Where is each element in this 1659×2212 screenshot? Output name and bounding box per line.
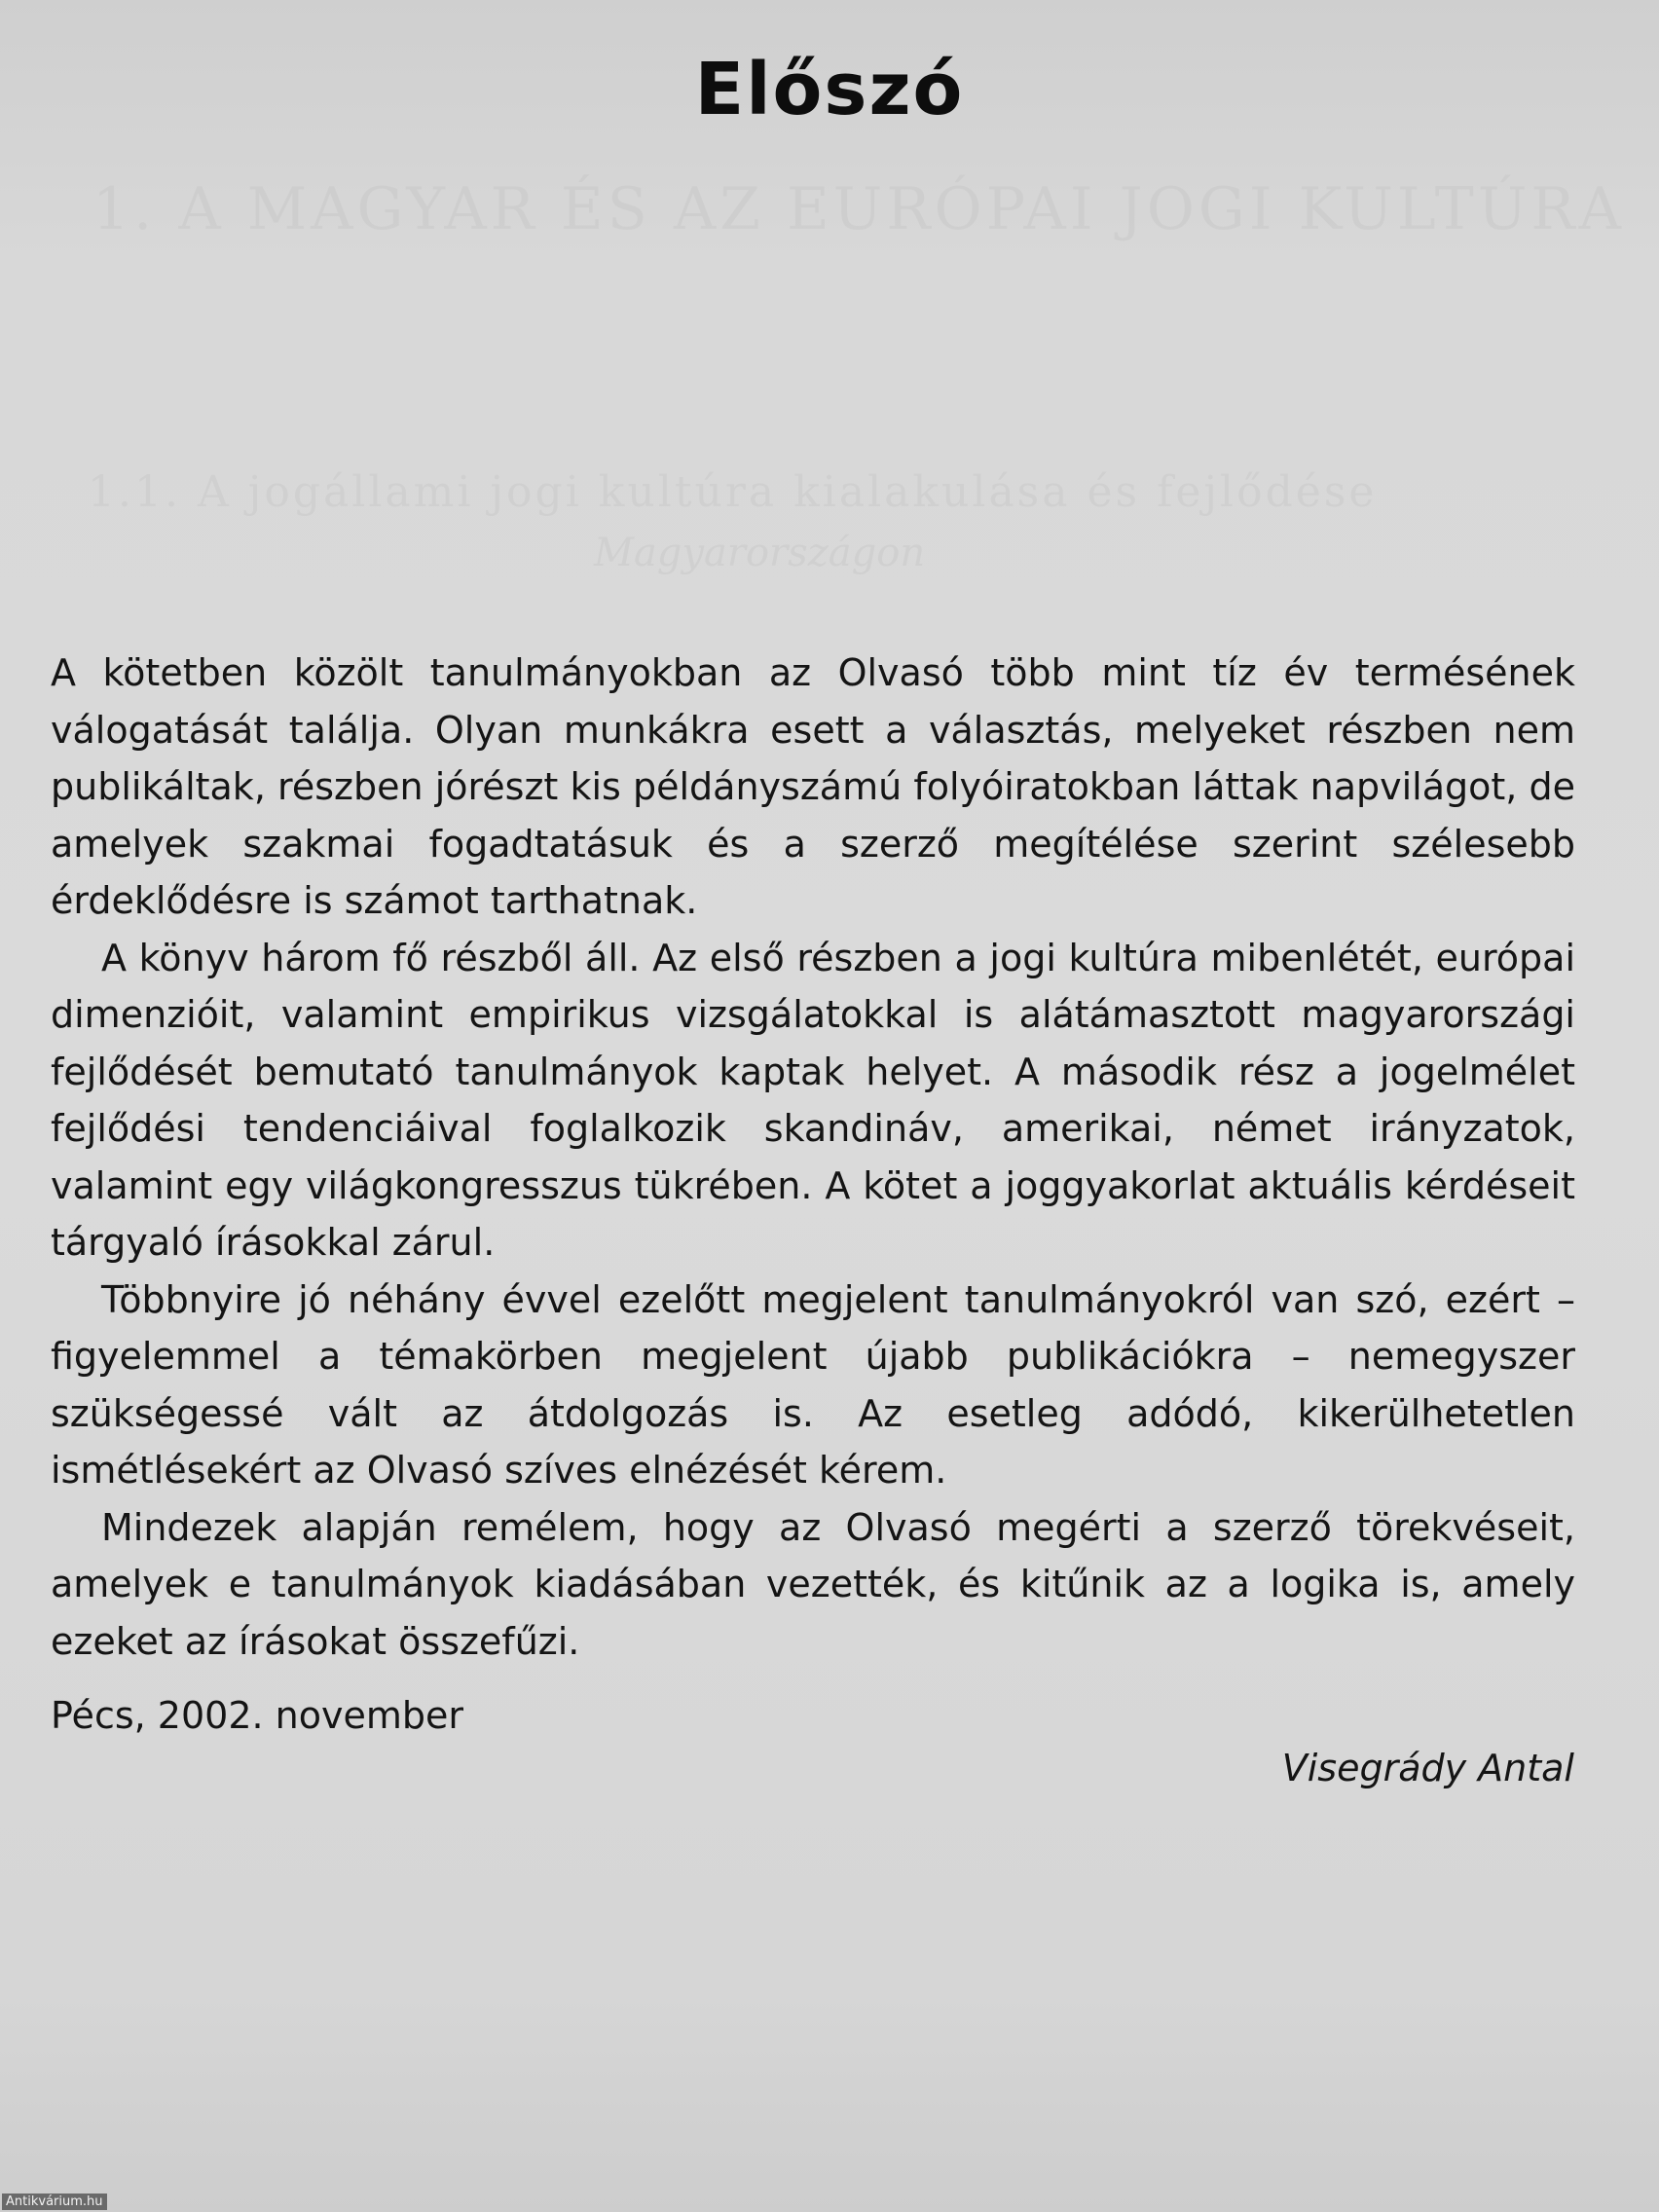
- paragraph-3: Többnyire jó néhány évvel ezelőtt megjelent tanulmányokról van szó, ezért – figyelemmel a témakörben megjelent újabb publikációkra – nemegyszer szükségessé vált az átdolgozás is. Az esetleg adódó, kikerülhetetlen ismétlésekért az Olvasó szíves elnézését kérem.: [51, 1277, 1575, 1492]
- bleed-through-subheading-2: Magyarországon: [594, 531, 926, 575]
- paragraph-2: A könyv három fő részből áll. Az első részben a jogi kultúra mibenlétét, európai dimenzióit, valamint empirikus vizsgálatokkal is alátámasztott magyarországi fejlődését bemutató tanulmányok kaptak helyet. A második rész a jogelmélet fejlődési tendenciáival foglalkozik skandináv, amerikai, német irányzatok, valamint egy világkongresszus tükrében. A kötet a joggyakorlat aktuális kérdéseit tárgyaló írásokkal zárul.: [51, 936, 1575, 1264]
- author-signature: Visegrády Antal: [1281, 1747, 1574, 1789]
- page-title: Előszó: [694, 47, 965, 131]
- place-date: Pécs, 2002. november: [51, 1694, 463, 1737]
- preface-body: [51, 645, 1575, 1670]
- watermark: Antikvárium.hu: [2, 2194, 107, 2210]
- bleed-through-subheading: 1.1. A jogállami jogi kultúra kialakulása és fejlődése: [88, 467, 1378, 517]
- bleed-through-heading: 1. A MAGYAR ÉS AZ EURÓPAI JOGI KULTÚRA: [92, 175, 1625, 243]
- paragraph-4: Mindezek alapján remélem, hogy az Olvasó megérti a szerző törekvéseit, amelyek e tanulmányok kiadásában vezették, és kitűnik az a logika is, amely ezeket az írásokat összefűzi.: [51, 1505, 1575, 1663]
- paragraph-1: A kötetben közölt tanulmányokban az Olvasó több mint tíz év termésének válogatását találja. Olyan munkákra esett a választás, melyeket részben nem publikáltak, részben jórészt kis példányszámú folyóiratokban láttak napvilágot, de amelyek szakmai fogadtatásuk és a szerző megítélése szerint szélesebb érdeklődésre is számot tarthatnak.: [51, 651, 1575, 922]
